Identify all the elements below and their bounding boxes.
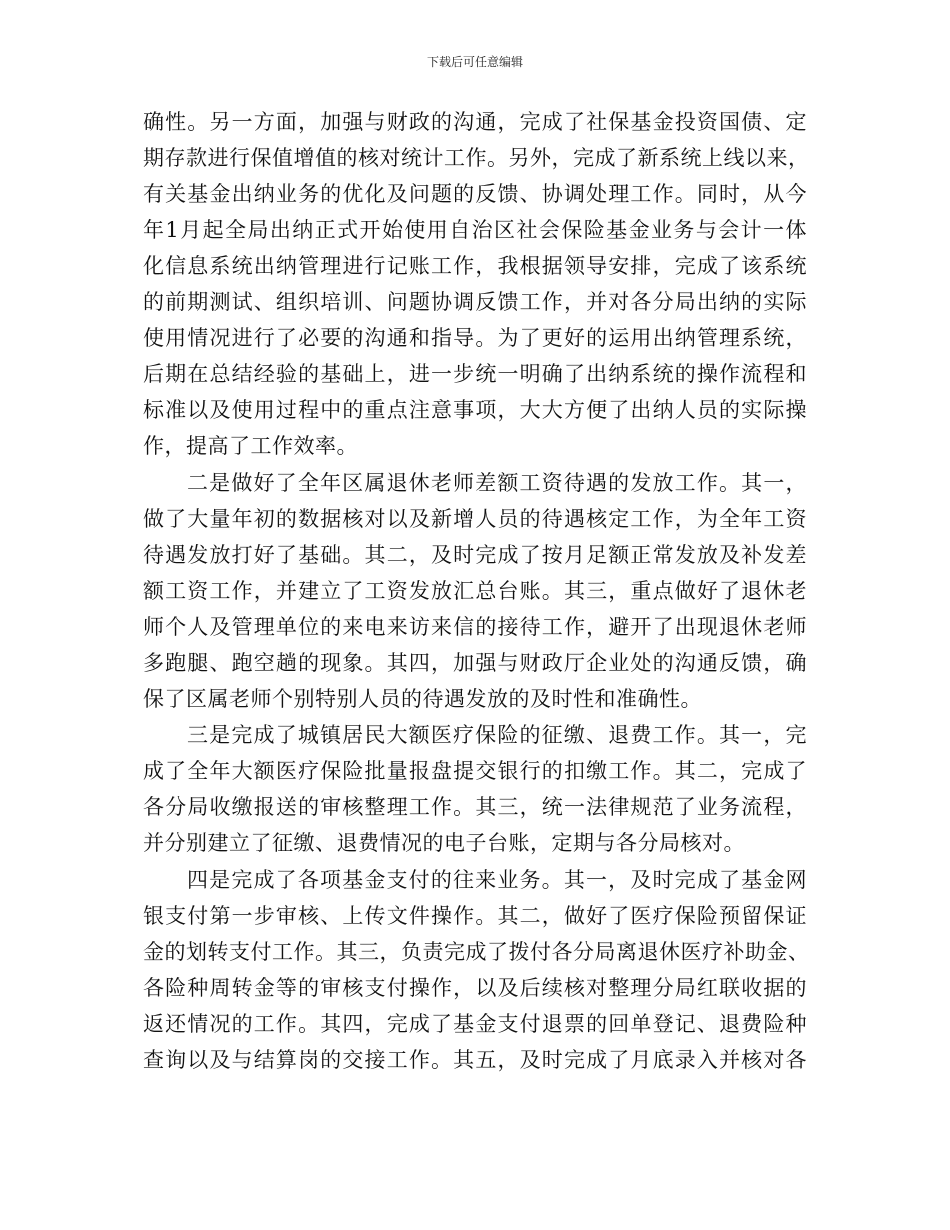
text-line: 作，提高了工作效率。 xyxy=(143,434,358,458)
text-line: 四是完成了各项基金支付的往来业务。其一，及时完成了基金网 xyxy=(187,867,807,892)
text-line: 做了大量年初的数据核对以及新增人员的待遇核定工作，为全年工资 xyxy=(143,506,807,531)
text-line: 返还情况的工作。其四，完成了基金支付退票的回单登记、退费险种 xyxy=(143,1011,807,1036)
text-line: 各分局收缴报送的审核整理工作。其三，统一法律规范了业务流程， xyxy=(143,795,807,819)
paragraph-continuation xyxy=(143,104,810,464)
text-line: 师个人及管理单位的来电来访来信的接待工作，避开了出现退休老师 xyxy=(143,614,807,639)
text-line: 各险种周转金等的审核支付操作，以及后续核对整理分局红联收据的 xyxy=(143,975,807,1000)
paragraph-retiree-wages xyxy=(143,465,807,717)
document-body xyxy=(143,104,810,1078)
text-line: 查询以及与结算岗的交接工作。其五，及时完成了月底录入并核对各 xyxy=(143,1047,807,1072)
text-line: 年1月起全局出纳正式开始使用自治区社会保险基金业务与会计一体 xyxy=(143,218,807,242)
text-line: 银支付第一步审核、上传文件操作。其二，做好了医疗保险预留保证 xyxy=(143,903,807,928)
text-line: 的前期测试、组织培训、问题协调反馈工作，并对各分局出纳的实际 xyxy=(143,290,807,314)
text-line: 后期在总结经验的基础上，进一步统一明确了出纳系统的操作流程和 xyxy=(143,362,807,386)
text-line: 确性。另一方面，加强与财政的沟通，完成了社保基金投资国债、定 xyxy=(143,110,807,134)
text-line: 金的划转支付工作。其三，负责完成了拨付各分局离退休医疗补助金、 xyxy=(143,939,810,964)
text-line: 有关基金出纳业务的优化及问题的反馈、协调处理工作。同时，从今 xyxy=(143,182,807,206)
text-line: 标准以及使用过程中的重点注意事项，大大方便了出纳人员的实际操 xyxy=(143,398,807,422)
text-line: 二是做好了全年区属退休老师差额工资待遇的发放工作。其一， xyxy=(187,470,807,495)
page-header: 下载后可任意编辑 xyxy=(426,55,523,69)
text-line: 并分别建立了征缴、退费情况的电子台账，定期与各分局核对。 xyxy=(143,831,745,855)
text-line: 使用情况进行了必要的沟通和指导。为了更好的运用出纳管理系统， xyxy=(143,326,807,350)
text-line: 多跑腿、跑空趟的现象。其四，加强与财政厅企业处的沟通反馈，确 xyxy=(143,650,807,675)
text-line: 化信息系统出纳管理进行记账工作，我根据领导安排，完成了该系统 xyxy=(143,254,807,278)
text-line: 成了全年大额医疗保险批量报盘提交银行的扣缴工作。其二，完成了 xyxy=(143,759,807,783)
text-line: 额工资工作，并建立了工资发放汇总台账。其三，重点做好了退休老 xyxy=(143,578,807,603)
paragraph-fund-payments xyxy=(143,862,810,1078)
text-line: 保了区属老师个别特别人员的待遇发放的及时性和准确性。 xyxy=(143,686,702,711)
text-line: 待遇发放打好了基础。其二，及时完成了按月足额正常发放及补发差 xyxy=(143,542,807,567)
text-line: 三是完成了城镇居民大额医疗保险的征缴、退费工作。其一，完 xyxy=(187,723,807,747)
paragraph-medical-insurance xyxy=(143,717,807,861)
text-line: 期存款进行保值增值的核对统计工作。另外，完成了新系统上线以来， xyxy=(143,146,810,170)
